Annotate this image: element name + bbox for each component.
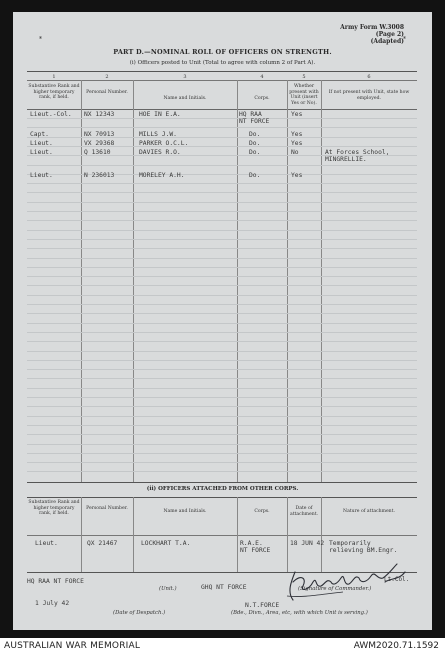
ruled-line <box>27 258 417 259</box>
ruled-line <box>27 127 417 128</box>
ruled-line <box>27 341 417 342</box>
ruled-line <box>27 406 417 407</box>
cell-name: LOCKHART T.A. <box>141 540 191 547</box>
archive-name: AUSTRALIAN WAR MEMORIAL <box>4 641 141 651</box>
ruled-line <box>27 248 417 249</box>
ruled-line <box>27 230 417 231</box>
cell-corps: Do. <box>249 149 261 156</box>
cell-corps: Do. <box>249 172 261 179</box>
archive-accession-number: AWM2020.71.1592 <box>353 641 439 651</box>
colnum-6: 6 <box>367 74 371 80</box>
cell-corps: R.A.E. NT FORCE <box>240 540 271 554</box>
corner-mark-left: * <box>39 36 42 43</box>
cell-rank: Capt. <box>30 131 49 138</box>
header-corps: Corps. <box>254 96 270 101</box>
part-title: PART D.—NOMINAL ROLL OF OFFICERS ON STRENGTH. <box>113 48 332 56</box>
cell-name: HOE IN E.A. <box>139 111 181 118</box>
s2-header-rank: Substantive Rank and higher temporary rank, if held. <box>28 500 80 517</box>
form-identifier <box>340 24 404 45</box>
header-personal-number: Personal Number. <box>86 90 128 95</box>
ruled-line <box>27 165 417 166</box>
table-top-rule <box>27 71 417 72</box>
colnum-4: 4 <box>260 74 264 80</box>
ruled-line <box>27 211 417 212</box>
commander-signature <box>273 552 423 607</box>
cell-rank: Lieut. <box>30 172 53 179</box>
ruled-line <box>27 425 417 426</box>
ruled-line <box>27 471 417 472</box>
ruled-line <box>27 378 417 379</box>
ruled-line <box>27 285 417 286</box>
cell-present: No <box>291 149 299 156</box>
table-row <box>27 149 417 162</box>
ruled-line <box>27 388 417 389</box>
ruled-line <box>27 295 417 296</box>
cell-corps: HQ RAA NT FORCE <box>239 111 270 125</box>
cell-number: N 236013 <box>84 172 115 179</box>
bde-label: (Bde., Divn., Area, etc, with which Unit is serving.) <box>231 610 368 616</box>
colnum-rule <box>27 80 417 81</box>
ruled-line <box>27 360 417 361</box>
section1-title: (i) Officers posted to Unit (Total to agree with column 2 of Part A). <box>129 60 316 66</box>
form-page: (Page 2) <box>375 31 404 38</box>
ruled-line <box>27 267 417 268</box>
header-rule <box>27 109 417 110</box>
cell-present: Yes <box>291 111 303 118</box>
ruled-line <box>27 220 417 221</box>
ruled-line <box>27 239 417 240</box>
cell-present: Yes <box>291 140 303 147</box>
bde-stamp-1: GHQ NT FORCE <box>201 584 247 591</box>
cell-number: Q 13610 <box>84 149 111 156</box>
ruled-line <box>27 304 417 305</box>
colnum-2: 2 <box>105 74 109 80</box>
ruled-line <box>27 332 417 333</box>
ruled-line <box>27 276 417 277</box>
bde-stamp-2: N.T.FORCE <box>245 602 280 609</box>
ruled-line <box>27 369 417 370</box>
s2-header-name: Name and Initials. <box>163 509 207 514</box>
header-employed: If not present with Unit, state how employed. <box>328 90 410 101</box>
colnum-5: 5 <box>302 74 306 80</box>
cell-date: 18 JUN 42 <box>290 540 325 547</box>
ruled-line <box>27 434 417 435</box>
colnum-3: 3 <box>183 74 187 80</box>
colnum-1: 1 <box>52 74 56 80</box>
ruled-line <box>27 192 417 193</box>
cell-name: MORELEY A.H. <box>139 172 185 179</box>
cell-corps: Do. <box>249 131 261 138</box>
cell-rank: Lieut. <box>30 149 53 156</box>
ruled-line <box>27 323 417 324</box>
cell-employed: At Forces School, MINGRELLIE. <box>325 149 390 163</box>
cell-number: QX 21467 <box>87 540 118 547</box>
document-page <box>13 12 432 630</box>
form-number: Army Form W.3008 <box>340 24 404 31</box>
cell-rank: Lieut. <box>30 140 53 147</box>
despatch-label: (Date of Despatch.) <box>113 610 166 616</box>
header-rank: Substantive Rank and higher temporary rank, if held. <box>28 84 80 101</box>
signer-rank: Lt.Col. <box>384 576 410 583</box>
ruled-line <box>27 416 417 417</box>
form-adapted: (Adapted) <box>370 38 404 45</box>
cell-rank: Lieut.-Col. <box>30 111 72 118</box>
section2-header-rule <box>27 535 417 536</box>
ruled-line <box>27 453 417 454</box>
cell-corps: Do. <box>249 140 261 147</box>
s2-header-nature: Nature of attachment. <box>343 509 395 514</box>
ruled-line <box>27 351 417 352</box>
cell-number: NX 12343 <box>84 111 115 118</box>
s2-header-date: Date of attachment. <box>289 506 319 517</box>
cell-name: DAVIES R.O. <box>139 149 181 156</box>
header-name: Name and Initials. <box>163 96 207 101</box>
table-row <box>27 172 417 185</box>
archive-caption-bar <box>0 638 445 653</box>
s2-header-corps: Corps. <box>254 509 270 514</box>
ruled-line <box>27 397 417 398</box>
ruled-line <box>27 444 417 445</box>
ruled-line <box>27 202 417 203</box>
cell-number: NX 70913 <box>84 131 115 138</box>
cell-name: PARKER O.C.L. <box>139 140 189 147</box>
cell-name: MILLS J.W. <box>139 131 177 138</box>
unit-stamp: HQ RAA NT FORCE <box>27 578 84 585</box>
corner-mark: * <box>403 36 406 43</box>
s2-header-personal-number: Personal Number. <box>86 506 128 511</box>
cell-rank: Lieut. <box>35 540 58 547</box>
section2-top-rule <box>27 497 417 498</box>
section2-title: (ii) OFFICERS ATTACHED FROM OTHER CORPS. <box>146 486 299 492</box>
ruled-line <box>27 313 417 314</box>
ruled-line <box>27 462 417 463</box>
signature-label: (Signature of Commander.) <box>298 586 372 592</box>
table-bottom-rule <box>27 482 417 483</box>
header-present: Whether present with Unit (insert Yes or No). <box>289 84 319 106</box>
cell-present: Yes <box>291 172 303 179</box>
unit-label: (Unit.) <box>159 586 177 592</box>
table-row <box>27 111 417 124</box>
cell-nature: Temporarily relieving BM.Engr. <box>329 540 398 554</box>
cell-number: VX 29368 <box>84 140 115 147</box>
despatch-date: 1 July 42 <box>35 600 70 607</box>
cell-present: Yes <box>291 131 303 138</box>
